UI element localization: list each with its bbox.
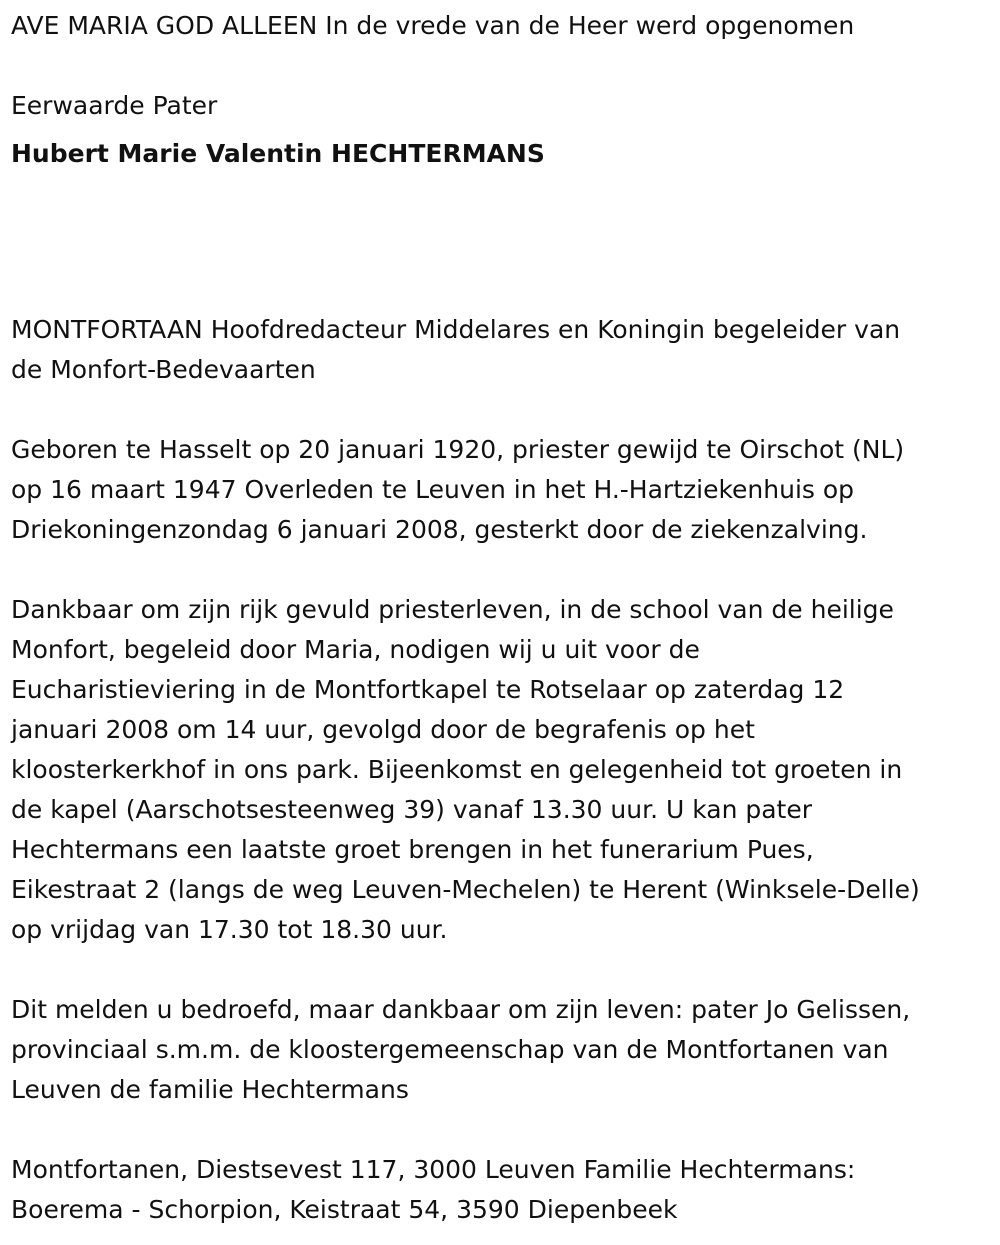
paragraph-line: Eikestraat 2 (langs de weg Leuven-Mechelen) te Herent (Winksele-Delle) (11, 875, 920, 904)
paragraph-line: Hechtermans een laatste groet brengen in het funerarium Pues, (11, 835, 814, 864)
paragraph-line: Eucharistieviering in de Montfortkapel te Rotselaar op zaterdag 12 (11, 675, 845, 704)
paragraph-ceremony (11, 590, 920, 950)
paragraph-line: de Monfort-Bedevaarten (11, 355, 316, 384)
paragraph-line: januari 2008 om 14 uur, gevolgd door de begrafenis op het (11, 715, 755, 744)
paragraph-line: op 16 maart 1947 Overleden te Leuven in het H.-Hartziekenhuis op (11, 475, 855, 504)
deceased-title: Eerwaarde Pater (11, 91, 218, 120)
paragraph-birth-death (11, 430, 904, 550)
paragraph-line: Montfortanen, Diestsevest 117, 3000 Leuven Familie Hechtermans: (11, 1155, 856, 1184)
paragraph-line: provinciaal s.m.m. de kloostergemeenschap van de Montfortanen van (11, 1035, 889, 1064)
paragraph-line: kloosterkerkhof in ons park. Bijeenkomst en gelegenheid tot groeten in (11, 755, 903, 784)
header-text: AVE MARIA GOD ALLEEN In de vrede van de Heer werd opgenomen (11, 11, 855, 40)
paragraph-line: Boerema - Schorpion, Keistraat 54, 3590 Diepenbeek (11, 1195, 678, 1224)
paragraph-line: Leuven de familie Hechtermans (11, 1075, 409, 1104)
paragraph-line: MONTFORTAAN Hoofdredacteur Middelares en Koningin begeleider van (11, 315, 901, 344)
paragraph-addresses (11, 1150, 855, 1230)
deceased-name: Hubert Marie Valentin HECHTERMANS (11, 139, 545, 168)
paragraph-line: Dankbaar om zijn rijk gevuld priesterleven, in de school van de heilige (11, 595, 894, 624)
paragraph-announcers (11, 990, 910, 1110)
paragraph-line: Monfort, begeleid door Maria, nodigen wij u uit voor de (11, 635, 700, 664)
paragraph-line: Driekoningenzondag 6 januari 2008, gesterkt door de ziekenzalving. (11, 515, 868, 544)
paragraph-line: op vrijdag van 17.30 tot 18.30 uur. (11, 915, 448, 944)
paragraph-line: de kapel (Aarschotsesteenweg 39) vanaf 13.30 uur. U kan pater (11, 795, 813, 824)
paragraph-line: Dit melden u bedroefd, maar dankbaar om zijn leven: pater Jo Gelissen, (11, 995, 911, 1024)
paragraph-line: Geboren te Hasselt op 20 januari 1920, priester gewijd te Oirschot (NL) (11, 435, 905, 464)
paragraph-occupation (11, 310, 900, 390)
